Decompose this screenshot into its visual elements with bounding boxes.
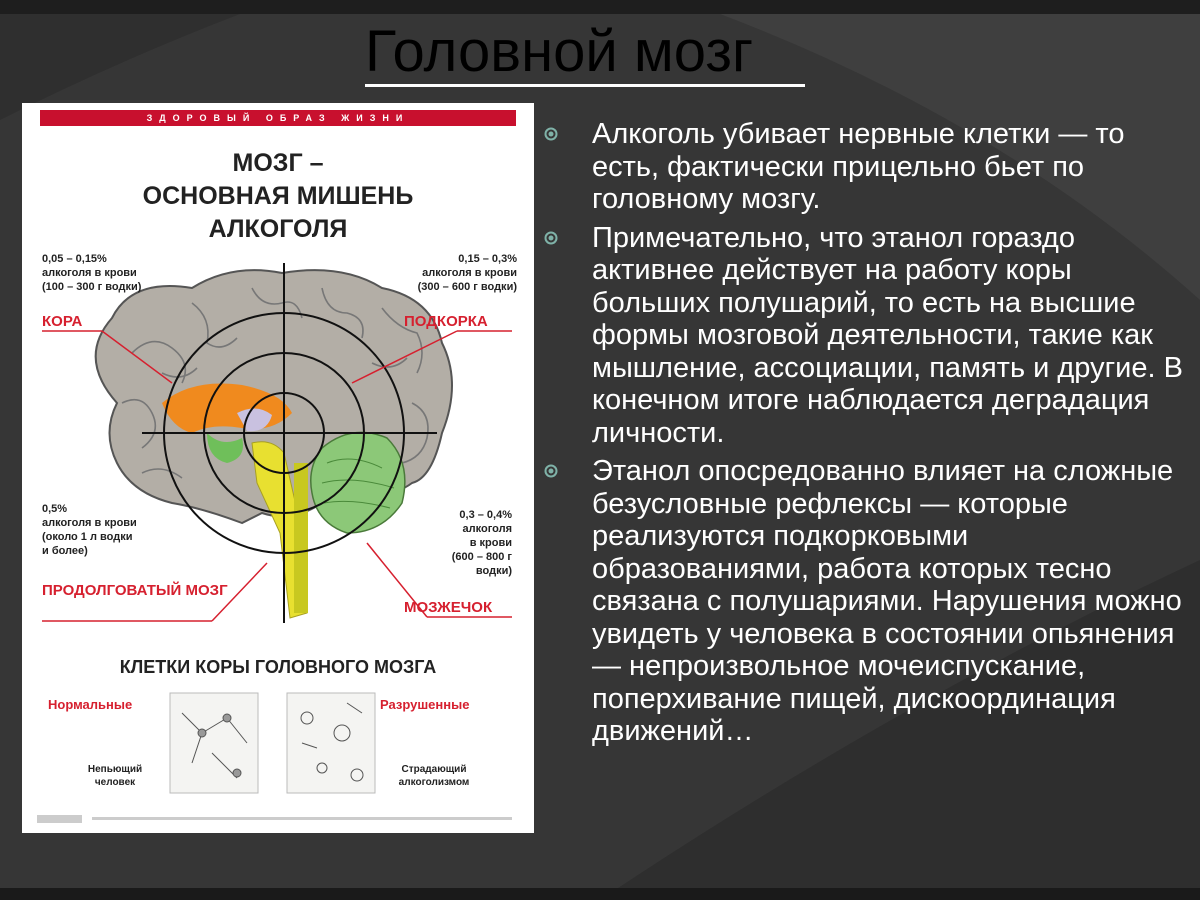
cells-alcoholic-line2: алкоголизмом [398,777,470,788]
annotation-cerebellum-line2: алкоголя [462,523,512,535]
poster-header-text: ЗДОРОВЫЙ ОБРАЗ ЖИЗНИ [146,113,410,123]
poster-title-line3: АЛКОГОЛЯ [208,215,348,243]
annotation-cerebellum-line5: водки) [475,565,512,577]
annotation-cerebellum-line3: в крови [469,537,512,549]
annotation-cortex [42,252,212,294]
bullet-item [540,222,1190,450]
annotation-subcortex-percent: 0,15 – 0,3% [458,253,517,265]
label-subcortex: ПОДКОРКА [404,313,488,330]
bullet-item [540,118,1190,216]
poster-footer [37,815,512,823]
annotation-cerebellum-line4: (600 – 800 г [451,551,512,563]
cells-sober-line2: человек [94,777,136,788]
brain-illustration [22,103,534,833]
cells-section-title: КЛЕТКИ КОРЫ ГОЛОВНОГО МОЗГА [119,657,437,677]
annotation-subcortex-line2: алкоголя в крови [422,267,517,279]
bullet-list [540,118,1190,754]
annotation-cortex-line3: (100 – 300 г водки) [42,281,142,293]
cells-sober-line1: Непьющий [87,764,143,775]
bullet-text: Этанол опосредованно влияет на сложные безусловные рефлексы — которые реализуются подкорковыми образованиями, работа которых тесно связана с полушариями. Нарушения можно увидеть у человека в состоянии опьянения — непроизвольное мочеиспускание, поперхивание пищей, дискоординация движений… [592,455,1182,747]
bullet-item [540,455,1190,748]
label-cerebellum: МОЗЖЕЧОК [404,599,493,616]
bullet-text: Примечательно, что этанол гораздо активнее действует на работу коры больших полушарий, то есть на высшие формы мозговой деятельности, такие как мышление, ассоциации, память и другие. В конечном итоге наблюдается деградация личности. [592,221,1183,449]
annotation-cortex-line2: алкоголя в крови [42,267,137,279]
cells-normal-label: Нормальные [48,697,133,712]
brain-poster [22,103,534,833]
annotation-medulla-line4: и более) [42,545,88,557]
annotation-subcortex-line3: (300 – 600 г водки) [417,281,517,293]
cells-destroyed-label: Разрушенные [380,697,470,712]
label-medulla: ПРОДОЛГОВАТЫЙ МОЗГ [42,582,228,599]
annotation-cerebellum [387,508,512,578]
annotation-cortex-percent: 0,05 – 0,15% [42,253,107,265]
slide-title: Головной мозг [365,19,754,84]
bullet-marker-icon [544,231,558,245]
label-cortex: КОРА [42,313,83,330]
annotation-cerebellum-percent: 0,3 – 0,4% [459,509,512,521]
poster-title-line1: МОЗГ – [232,149,324,177]
cells-alcoholic-line1: Страдающий [401,764,467,775]
annotation-medulla-line2: алкоголя в крови [42,517,137,529]
annotation-subcortex [357,252,517,294]
annotation-medulla-line3: (около 1 л водки [42,531,133,543]
annotation-medulla [42,502,212,558]
poster-title-line2: ОСНОВНАЯ МИШЕНЬ [142,182,414,210]
annotation-medulla-percent: 0,5% [42,503,68,515]
bullet-marker-icon [544,464,558,478]
bottom-border [0,888,1200,900]
cell-diagrams [170,693,375,793]
bullet-marker-icon [544,127,558,141]
bullet-text: Алкоголь убивает нервные клетки — то есть, фактически прицельно бьет по головному мозгу. [592,118,1125,215]
cells-alcoholic-caption [374,763,494,789]
cells-sober-caption [70,763,160,789]
